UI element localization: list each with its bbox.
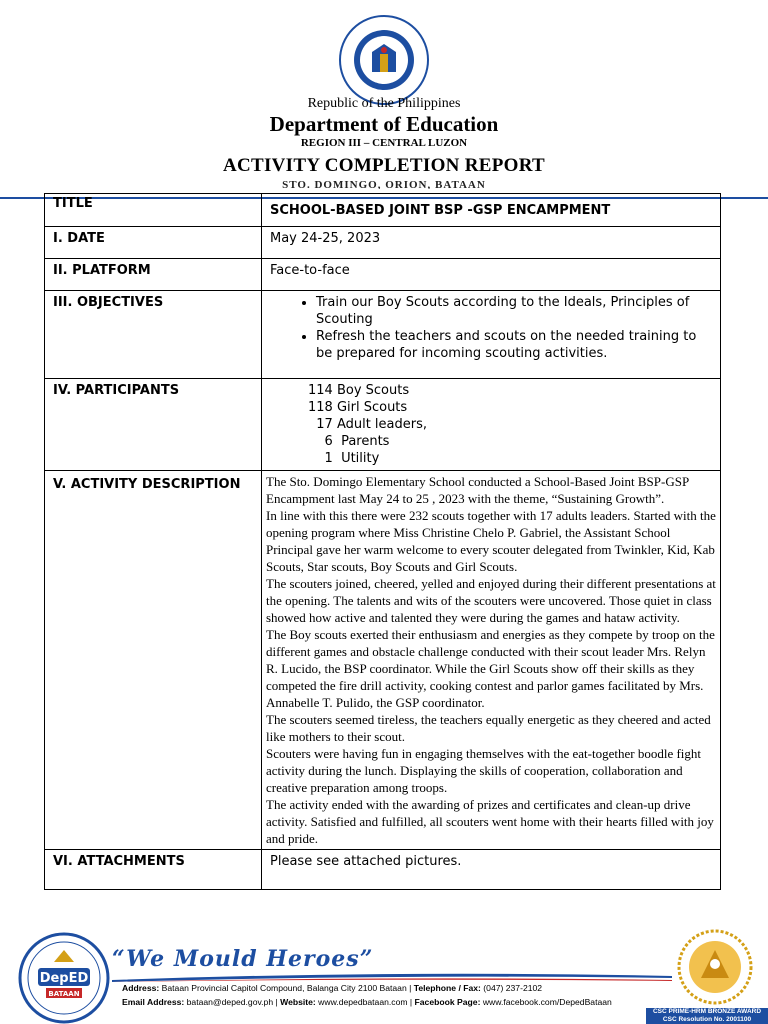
objectives-list	[270, 294, 712, 362]
date-label: I. DATE	[45, 227, 262, 259]
description-paragraph: The Sto. Domingo Elementary School conducted a School-Based Joint BSP-GSP Encampment last May 24 to 25 , 2023 with the theme, “Sustaining Growth”.	[266, 474, 689, 506]
attachments-value: Please see attached pictures.	[262, 850, 721, 890]
region-name: REGION III – CENTRAL LUZON	[300, 137, 468, 149]
description-paragraph: The activity ended with the awarding of prizes and certificates and clean-up drive activity. Satisfied and fulfilled, all scouters went home with their hearts filled with joy and pride.	[266, 797, 714, 846]
phone-value: (047) 237-2102	[483, 983, 543, 993]
objectives-cell	[262, 291, 721, 379]
footer-contacts: Email Address: bataan@deped.gov.ph | Website: www.depedbataan.com | Facebook Page: www.facebook.com/DepedBataan	[122, 997, 612, 1007]
table-row	[45, 291, 721, 379]
republic-text: Republic of the Philippines	[307, 96, 461, 111]
list-item: • Refresh the teachers and scouts on the needed training to be prepared for incoming scouting activities.	[316, 328, 712, 362]
table-row	[45, 471, 721, 850]
list-item: 17 Adult leaders,	[308, 417, 428, 432]
attachments-label: VI. ATTACHMENTS	[45, 850, 262, 890]
description-cell	[262, 471, 721, 850]
table-row	[45, 194, 721, 227]
website-value: www.depedbataan.com	[318, 997, 408, 1007]
phone-label: Telephone / Fax:	[413, 983, 481, 993]
facebook-label: Facebook Page:	[414, 997, 481, 1007]
participants-label: IV. PARTICIPANTS	[45, 379, 262, 471]
deped-seal-icon	[338, 14, 430, 106]
website-label: Website:	[280, 997, 316, 1007]
list-item: 118 Girl Scouts	[308, 400, 408, 415]
address-value: Bataan Provincial Capitol Compound, Balanga City 2100 Bataan	[161, 983, 407, 993]
list-item: 114 Boy Scouts	[308, 383, 410, 398]
table-row	[45, 379, 721, 471]
report-title: ACTIVITY COMPLETION REPORT	[222, 155, 546, 176]
facebook-value: www.facebook.com/DepedBataan	[482, 997, 612, 1007]
department-name: Department of Education	[269, 112, 499, 136]
table-row	[45, 227, 721, 259]
platform-value: Face-to-face	[262, 259, 721, 291]
deped-bataan-logo-icon	[18, 932, 110, 1024]
deped-logo-text: DepED	[39, 971, 89, 986]
platform-label: II. PLATFORM	[45, 259, 262, 291]
deped-logo-subtext: BATAAN	[48, 990, 80, 998]
description-paragraph: The scouters joined, cheered, yelled and enjoyed during their different presentations at the opening. The talents and wits of the scouters were uncovered. Those quiet in class showed how active and talented they were during the games and hataw activity.	[266, 576, 716, 625]
list-item: • Train our Boy Scouts according to the Ideals, Principles of Scouting	[316, 294, 712, 328]
table-row	[45, 850, 721, 890]
description-paragraph: The scouters seemed tireless, the teachers equally energetic as they cheered and acted like mothers to their scout.	[266, 712, 711, 744]
award-resolution: CSC Resolution No. 2001100	[662, 1016, 752, 1023]
list-item: 1 Utility	[308, 451, 380, 466]
email-value: bataan@deped.gov.ph	[186, 997, 274, 1007]
csc-award-logo-icon	[676, 928, 754, 1006]
award-title: CSC PRIME-HRM BRONZE AWARD	[652, 1008, 762, 1015]
report-table	[44, 193, 721, 890]
award-banner	[646, 1008, 768, 1024]
description-paragraph: In line with this there were 232 scouts together with 17 adults leaders. Started with the opening program where Miss Christine Chelo P. Gabriel, the Assistant School Principal gave her warm welcome to every scouter delegated from Twinkler, Kid, Kab Scouts, Star scouts, Boy Scouts and Girl Scouts.	[266, 508, 716, 574]
address-label: Address:	[122, 983, 160, 993]
motto-text: “We Mould Heroes”	[112, 946, 374, 972]
email-label: Email Address:	[122, 997, 185, 1007]
school-location: STO. DOMINGO, ORION, BATAAN	[282, 179, 486, 189]
date-value: May 24-25, 2023	[262, 227, 721, 259]
objectives-label: III. OBJECTIVES	[45, 291, 262, 379]
list-item: 6 Parents	[308, 434, 390, 449]
description-paragraph: Scouters were having fun in engaging themselves with the eat-together boodle fight activity during the lunch. Displaying the skills of cooperation, collaboration and creative preparation among troops.	[266, 746, 702, 795]
title-value: SCHOOL-BASED JOINT BSP -GSP ENCAMPMENT	[262, 194, 721, 227]
participants-cell	[262, 379, 721, 471]
footer-stripe	[112, 972, 672, 982]
description-paragraph: The Boy scouts exerted their enthusiasm and energies as they compete by troop on the different games and obstacle challenge conducted with their scout leader Mrs. Relyn R. Lucido, the BSP coordinator. While the Girl Scouts show off their skills as they competed the fire drill activity, cooking contest and parlor games facilitated by Mrs. Annabelle T. Pulido, the GSP coordinator.	[266, 627, 715, 710]
table-row	[45, 259, 721, 291]
title-label: TITLE	[45, 194, 262, 227]
description-label: V. ACTIVITY DESCRIPTION	[45, 471, 262, 850]
footer-address: Address: Bataan Provincial Capitol Compound, Balanga City 2100 Bataan | Telephone / Fax: (047) 237-2102	[122, 983, 543, 993]
